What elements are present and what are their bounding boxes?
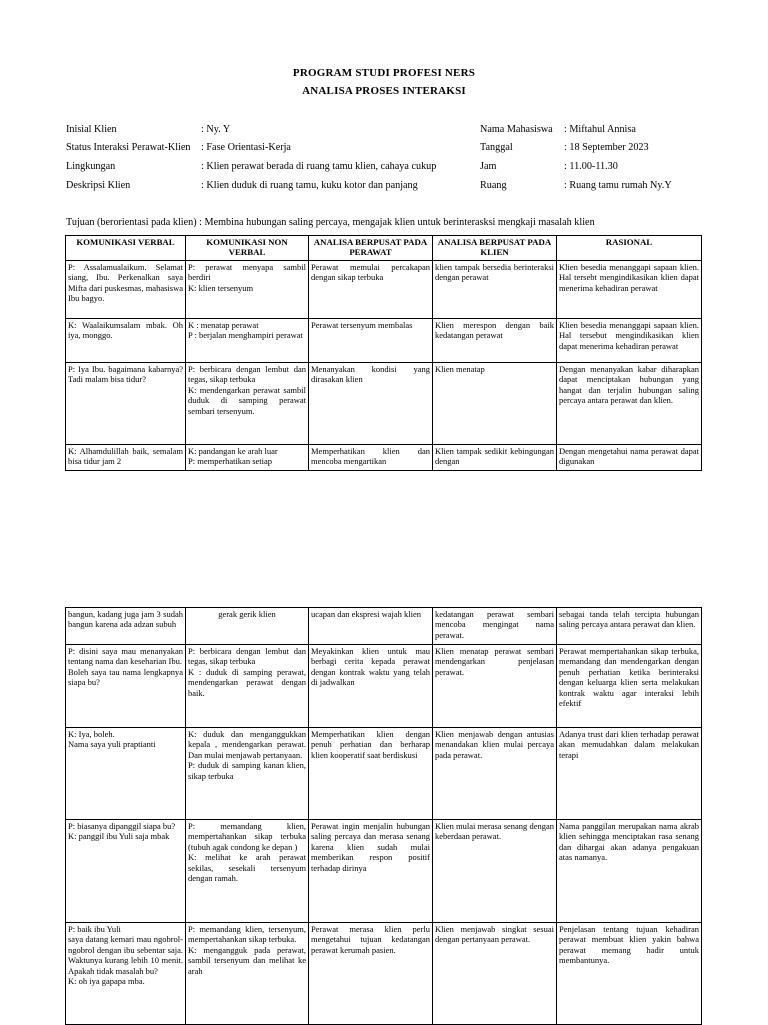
cell-klien: Klien tampak sedikit kebingungan dengan [433, 445, 557, 471]
cell-verbal [66, 608, 186, 645]
info-label-jam: Jam [480, 161, 497, 172]
verbal-line: bangun, kadang juga jam 3 sudah bangun karena ada adzan subuh [68, 609, 183, 630]
cell-nonverbal [186, 608, 309, 645]
table-row [66, 728, 702, 820]
nonverbal-line: P: memandang klien, tersenyum, mempertahankan sikap terbuka. [188, 924, 306, 945]
cell-verbal [66, 261, 186, 319]
nonverbal-line: K: pandangan ke arah luar [188, 446, 278, 456]
table-row [66, 923, 702, 1025]
header-rasional: RASIONAL [557, 236, 702, 261]
info-value-tanggal: : 18 September 2023 [564, 142, 649, 153]
cell-rasional: Klien besedia menanggapi sapaan klien. Hal tersebut mengindikasikan klien dapat menerima kehadiran perawat [557, 319, 702, 363]
cell-perawat: Perawat tersenyum membalas [309, 319, 433, 363]
info-label-ruang: Ruang [480, 180, 507, 191]
cell-perawat: Memperhatikan klien dengan penuh perhatian dan berharap klien kooperatif saat berdiskusi [309, 728, 433, 820]
cell-nonverbal [186, 261, 309, 319]
program-title: PROGRAM STUDI PROFESI NERS [292, 67, 476, 79]
cell-klien: Klien menatap [433, 363, 557, 445]
cell-nonverbal [186, 363, 309, 445]
nonverbal-line: gerak gerik klien [218, 609, 276, 619]
nonverbal-line: P: berbicara dengan lembut dan tegas, sikap terbuka [188, 646, 306, 667]
cell-klien: Klien menjawab dengan antusias menandakan klien mulai percaya pada perawat. [433, 728, 557, 820]
document-page-2 [0, 560, 768, 1024]
header-klien: ANALISA BERPUSAT PADA KLIEN [433, 236, 557, 261]
cell-verbal [66, 923, 186, 1025]
table-row [66, 608, 702, 645]
nonverbal-line: K : duduk di samping perawat, mendengarkan perawat dengan baik. [188, 666, 306, 698]
cell-rasional: Penjelasan tentang tujuan kehadiran perawat membuat klien yakin bahwa perawat memang hadir untuk membantunya. [557, 923, 702, 1025]
nonverbal-line: K: melihat ke arah perawat sekilas, sesekali tersenyum dengan ramah. [188, 852, 306, 884]
analysis-table-page-1 [65, 235, 702, 471]
cell-verbal [66, 728, 186, 820]
cell-nonverbal [186, 645, 309, 728]
cell-perawat: Perawat memulai percakapan dengan sikap terbuka [309, 261, 433, 319]
verbal-line: Boleh saya tau nama lengkapnya siapa bu? [68, 666, 183, 688]
tujuan-text: Tujuan (berorientasi pada klien) : Membina hubungan saling percaya, mengajak klien untuk berinterasksi mengkaji masalah klien [66, 217, 595, 228]
cell-klien: Klien menjawab singkat sesuai dengan pertanyaan perawat. [433, 923, 557, 1025]
cell-nonverbal [186, 445, 309, 471]
info-label-tanggal: Tanggal [480, 142, 513, 153]
cell-rasional: Perawat mempertahankan sikap terbuka, memandang dan mendengarkan dengan penuh perhatian ketika berinteraksi dengan keluarga klien serta melakukan kontrak waktu agar interaksi lebih efektif [557, 645, 702, 728]
cell-perawat: Menanyakan kondisi yang dirasakan klien [309, 363, 433, 445]
info-value-ruang: : Ruang tamu rumah Ny.Y [564, 180, 672, 191]
verbal-line: P: Assalamualaikum. Selamat siang, Ibu. Perkenalkan saya Mifta dari puskesmas, mahasiswa Ibu bagyo. [68, 262, 183, 304]
cell-klien: Klien merespon dengan baik kedatangan perawat [433, 319, 557, 363]
cell-verbal [66, 319, 186, 363]
nonverbal-line: P : berjalan menghampiri perawat [188, 330, 303, 341]
info-label-status: Status Interaksi Perawat-Klien [66, 142, 191, 153]
nonverbal-line: K: mengangguk pada perawat, sambil tersenyum dan melihat ke arah [188, 944, 306, 976]
page-gap [0, 520, 768, 560]
nonverbal-line: P: memandang klien, mempertahankan sikap terbuka (tubuh agak condong ke depan ) [188, 821, 306, 852]
table-row [66, 319, 702, 363]
table-row [66, 445, 702, 471]
info-label-deskripsi: Deskripsi Klien [66, 180, 131, 191]
header-verbal: KOMUNIKASI VERBAL [66, 236, 186, 261]
cell-perawat: Meyakinkan klien untuk mau berbagi cerita kepada perawat dengan kontrak waktu yang telah di jadwalkan [309, 645, 433, 728]
info-value-status: : Fase Orientasi-Kerja [201, 142, 291, 153]
table-row [66, 261, 702, 319]
info-value-inisial: : Ny. Y [201, 124, 231, 135]
header-perawat: ANALISA BERPUSAT PADA PERAWAT [309, 236, 433, 261]
nonverbal-line: P: perawat menyapa sambil berdiri [188, 262, 306, 283]
cell-rasional: Dengan menanyakan kabar diharapkan dapat menciptakan hubungan yang hangat dan terjalin hubungan saling percaya antara perawat dan klien. [557, 363, 702, 445]
cell-klien: klien tampak bersedia berinteraksi dengan perawat [433, 261, 557, 319]
cell-verbal [66, 645, 186, 728]
info-label-lingkungan: Lingkungan [66, 161, 116, 172]
cell-rasional: Adanya trust dari klien terhadap perawat akan memudahkan dalam melakukan terapi [557, 728, 702, 820]
cell-perawat: ucapan dan ekspresi wajah klien [309, 608, 433, 645]
cell-verbal [66, 820, 186, 923]
cell-verbal [66, 445, 186, 471]
cell-rasional: Nama panggilan merupakan nama akrab klien sehingga menciptakan rasa senang dan dihargai akan adanya pengakuan atas namanya. [557, 820, 702, 923]
analysis-table-page-2 [65, 607, 702, 1025]
info-label-inisial: Inisial Klien [66, 124, 117, 135]
verbal-line: K: Waalaikumsalam mbak. Oh iya, monggo. [68, 320, 183, 341]
cell-rasional: sebagai tanda telah tercipta hubungan saling percaya antara perawat dan klien. [557, 608, 702, 645]
verbal-line: K: Iya, boleh. [68, 729, 115, 739]
cell-klien: Klien menatap perawat sembari mendengarkan penjelasan perawat. [433, 645, 557, 728]
table-row [66, 363, 702, 445]
cell-perawat: Memperhatikan klien dan mencoba mengartikan [309, 445, 433, 471]
nonverbal-line: P: duduk di samping kanan klien, sikap terbuka [188, 760, 306, 781]
cell-rasional: Dengan mengetahui nama perawat dapat digunakan [557, 445, 702, 471]
nonverbal-line: K : menatap perawat [188, 320, 259, 330]
info-value-mahasiswa: : Miftahul Annisa [564, 124, 636, 135]
cell-verbal [66, 363, 186, 445]
verbal-line: P: biasanya dipanggil siapa bu? [68, 821, 176, 831]
document-title: ANALISA PROSES INTERAKSI [302, 85, 466, 97]
info-value-lingkungan: : Klien perawat berada di ruang tamu klien, cahaya cukup [201, 161, 437, 172]
header-nonverbal: KOMUNIKASI NON VERBAL [186, 236, 309, 261]
info-label-mahasiswa: Nama Mahasiswa [480, 124, 553, 135]
info-value-jam: : 11.00-11.30 [564, 161, 618, 172]
verbal-line: K: oh iya gapapa mba. [68, 976, 145, 987]
cell-nonverbal [186, 319, 309, 363]
nonverbal-line: K: klien tersenyum [188, 282, 254, 293]
cell-rasional: Klien besedia menanggapi sapaan klien. Hal tersebt mengindikasikan klien dapat menerima kehadiran perawat [557, 261, 702, 319]
nonverbal-line: K: mendengarkan perawat sambil duduk di samping perawat sembari tersenyum. [188, 384, 306, 416]
nonverbal-line: P: berbicara dengan lembut dan tegas, sikap terbuka [188, 364, 306, 385]
table-header-row [66, 236, 702, 261]
nonverbal-line: K: duduk dan menganggukkan kepala , mendengarkan perawat. Dan mulai menjawab pertanyaan. [188, 729, 306, 760]
verbal-line: P: Iya Ibu. bagaimana kabarnya? Tadi malam bisa tidur? [68, 364, 183, 385]
cell-nonverbal [186, 923, 309, 1025]
table-row [66, 820, 702, 923]
verbal-line: K: panggil ibu Yuli saja mbak [68, 831, 170, 842]
cell-perawat: Perawat merasa klien perlu mengetahui tujuan kedatangan perawat kerumah pasien. [309, 923, 433, 1025]
cell-perawat: Perawat ingin menjalin hubungan saling percaya dan merasa senang karena klien sudah mulai memberikan respon positif terhadap dirinya [309, 820, 433, 923]
info-value-deskripsi: : Klien duduk di ruang tamu, kuku kotor dan panjang [201, 180, 418, 191]
verbal-line: Nama saya yuli praptianti [68, 739, 156, 750]
nonverbal-line: P: memperhatikan setiap [188, 456, 273, 467]
cell-klien: Klien mulai merasa senang dengan keberdaan perawat. [433, 820, 557, 923]
table-row [66, 645, 702, 728]
verbal-line: P: baik ibu Yuli [68, 924, 121, 934]
cell-nonverbal [186, 820, 309, 923]
verbal-line: saya datang kemari mau ngobrol-ngobrol dengan ibu sebentar saja. Waktunya kurang lebih 10 menit. Apakah tidak masalah bu? [68, 934, 183, 976]
verbal-line: K: Alhamdulillah baik, semalam bisa tidur jam 2 [68, 446, 183, 467]
verbal-line: P: disini saya mau menanyakan tentang nama dan keseharian Ibu. [68, 646, 183, 667]
cell-nonverbal [186, 728, 309, 820]
cell-klien: kedatangan perawat sembari mencoba mengingat nama perawat. [433, 608, 557, 645]
